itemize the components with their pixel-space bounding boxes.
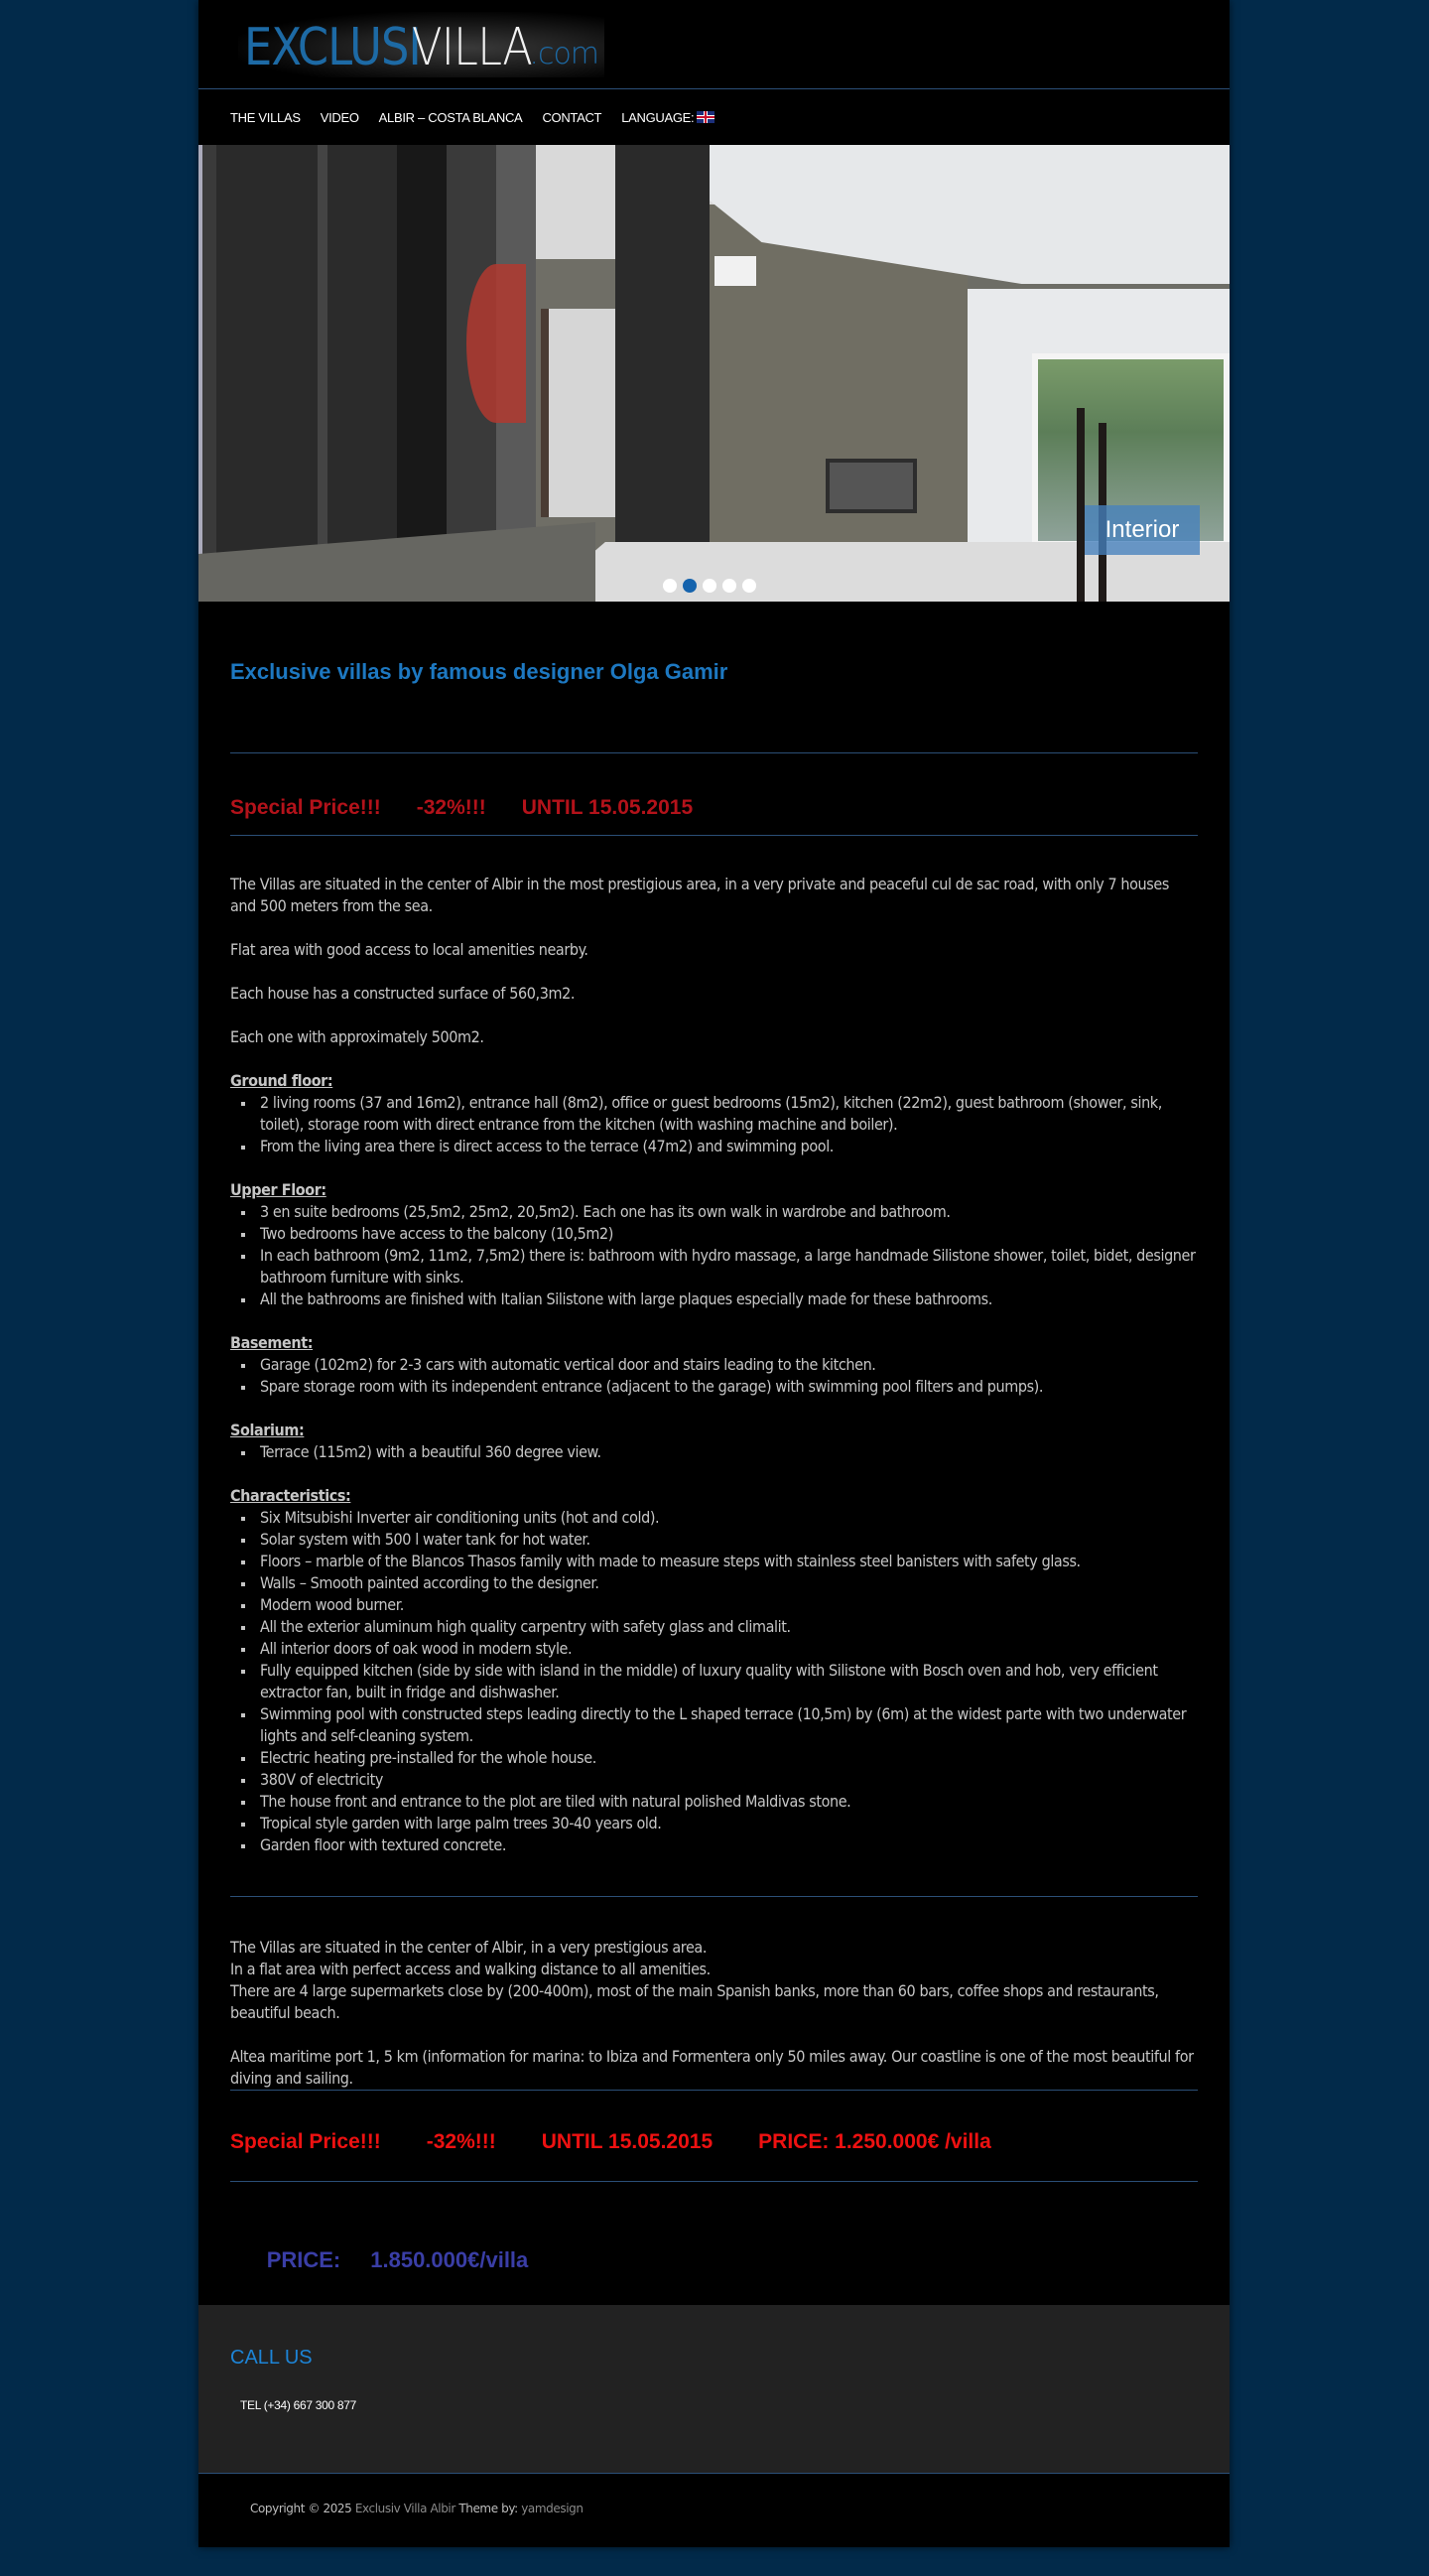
promo-discount: -32%!!! xyxy=(416,796,486,819)
slider-dot-3[interactable] xyxy=(703,579,716,593)
uk-flag-icon[interactable] xyxy=(697,111,714,123)
copyright-prefix: Copyright © 2025 xyxy=(250,2502,352,2515)
main-content xyxy=(198,659,1230,2272)
list-item: Garage (102m2) for 2-3 cars with automatic vertical door and stairs leading to the kitchen. xyxy=(260,1354,1198,1376)
promo-until-date: UNTIL 15.05.2015 xyxy=(541,2130,714,2153)
divider xyxy=(230,752,1198,753)
site-logo[interactable] xyxy=(238,12,604,77)
list-item: Solar system with 500 l water tank for hot water. xyxy=(260,1529,1198,1551)
section-title-solarium: Solarium: xyxy=(230,1421,305,1439)
slider-dot-2[interactable] xyxy=(683,579,697,593)
section-title-upper-floor: Upper Floor: xyxy=(230,1180,326,1199)
nav-albir-costa-blanca[interactable]: ALBIR – COSTA BLANCA xyxy=(378,109,523,125)
nav-language-label: LANGUAGE: xyxy=(621,109,695,125)
site-link[interactable]: Exclusiv Villa Albir xyxy=(354,2502,455,2515)
site-header xyxy=(198,0,1230,89)
widget-title: CALL US xyxy=(230,2347,313,2369)
slider-dot-4[interactable] xyxy=(722,579,736,593)
copyright xyxy=(250,2502,584,2515)
slider-pagination xyxy=(663,579,756,593)
list-item: In each bathroom (9m2, 11m2, 7,5m2) there is: bathroom with hydro massage, a large handmade Silistone shower, toilet, bidet, designer bathroom furniture with sinks. xyxy=(260,1245,1198,1288)
nav-the-villas[interactable]: THE VILLAS xyxy=(230,109,301,125)
price-label: PRICE: xyxy=(266,2247,341,2272)
promo-price: PRICE: 1.250.000€ /villa xyxy=(758,2130,991,2153)
divider xyxy=(230,2181,1198,2182)
location-line: In a flat area with perfect access and walking distance to all amenities. xyxy=(230,1960,711,1978)
list-item: Fully equipped kitchen (side by side with island in the middle) of luxury quality with Silistone with Bosch oven and hob, very efficient extractor fan, built in fridge and dishwasher. xyxy=(260,1660,1198,1703)
marina-info: Altea maritime port 1, 5 km (information for marina: to Ibiza and Formentera only 50 miles away. Our coastline is one of the most beautiful for diving and sailing. xyxy=(230,2047,1194,2088)
list-item: Floors – marble of the Blancos Thasos family with made to measure steps with stainless steel banisters with safety glass. xyxy=(260,1551,1198,1572)
list-item: Six Mitsubishi Inverter air conditioning units (hot and cold). xyxy=(260,1507,1198,1529)
promo-special-price: Special Price!!! xyxy=(230,796,381,819)
list-item: All the exterior aluminum high quality carpentry with safety glass and climalit. xyxy=(260,1616,1198,1638)
list-item: Two bedrooms have access to the balcony (10,5m2) xyxy=(260,1223,1198,1245)
list-item: Spare storage room with its independent entrance (adjacent to the garage) with swimming pool filters and pumps). xyxy=(260,1376,1198,1398)
list-item: Walls – Smooth painted according to the designer. xyxy=(260,1572,1198,1594)
intro-paragraph: Flat area with good access to local amenities nearby. xyxy=(230,940,588,959)
slide-image-doorway xyxy=(541,309,620,517)
promo-until-date: UNTIL 15.05.2015 xyxy=(521,796,694,819)
slide-image-column xyxy=(615,145,710,602)
list-item: All interior doors of oak wood in modern style. xyxy=(260,1638,1198,1660)
list-item: Tropical style garden with large palm trees 30-40 years old. xyxy=(260,1813,1198,1834)
slider-dot-5[interactable] xyxy=(742,579,756,593)
section-title-ground-floor: Ground floor: xyxy=(230,1071,333,1090)
location-line: The Villas are situated in the center of Albir, in a very prestigious area. xyxy=(230,1938,708,1957)
list-item: 3 en suite bedrooms (25,5m2, 25m2, 20,5m2). Each one has its own walk in wardrobe and bathroom. xyxy=(260,1201,1198,1223)
promo-special-price: Special Price!!! xyxy=(230,2130,381,2153)
footer-widget-call-us xyxy=(198,2305,1230,2474)
phone-number: TEL (+34) 667 300 877 xyxy=(240,2398,357,2412)
upper-floor-list xyxy=(260,1201,1198,1310)
list-item: Electric heating pre-installed for the whole house. xyxy=(260,1747,1198,1769)
list-item: Modern wood burner. xyxy=(260,1594,1198,1616)
slide-caption: Interior xyxy=(1085,505,1200,555)
location-description xyxy=(230,1937,1198,2090)
nav-contact[interactable]: CONTACT xyxy=(542,109,602,125)
divider xyxy=(230,1896,1198,1897)
list-item: Terrace (115m2) with a beautiful 360 degree view. xyxy=(260,1441,1198,1463)
basement-list xyxy=(260,1354,1198,1398)
page-headline: Exclusive villas by famous designer Olga Gamir xyxy=(230,659,728,684)
list-item: 2 living rooms (37 and 16m2), entrance hall (8m2), office or guest bedrooms (15m2), kitchen (22m2), guest bathroom (shower, sink, toilet), storage room with direct entrance from the kitchen (with washing machine and boiler). xyxy=(260,1092,1198,1136)
promo-banner-price xyxy=(230,2127,1198,2157)
intro-paragraph: Each house has a constructed surface of 560,3m2. xyxy=(230,984,576,1003)
list-item: Swimming pool with constructed steps leading directly to the L shaped terrace (10,5m) by (6m) at the widest parte with two underwater lights and self-cleaning system. xyxy=(260,1703,1198,1747)
list-item: Garden floor with textured concrete. xyxy=(260,1834,1198,1856)
list-item: The house front and entrance to the plot are tiled with natural polished Maldivas stone. xyxy=(260,1791,1198,1813)
divider xyxy=(230,2090,1198,2091)
nav-video[interactable]: VIDEO xyxy=(320,109,359,125)
ground-floor-list xyxy=(260,1092,1198,1157)
slide-image-red-art xyxy=(466,264,526,423)
section-title-basement: Basement: xyxy=(230,1333,314,1352)
theme-prefix: Theme by: xyxy=(458,2502,518,2515)
slide-image-air-conditioner xyxy=(714,256,756,286)
regular-price xyxy=(230,2222,1198,2272)
list-item: All the bathrooms are finished with Italian Silistone with large plaques especially made for these bathrooms. xyxy=(260,1288,1198,1310)
slider-dot-1[interactable] xyxy=(663,579,677,593)
intro-paragraph: The Villas are situated in the center of Albir in the most prestigious area, in a very private and peaceful cul de sac road, with only 7 houses and 500 meters from the sea. xyxy=(230,875,1169,915)
slide-image-fireplace xyxy=(826,459,917,513)
image-slider[interactable] xyxy=(198,145,1230,602)
characteristics-list xyxy=(260,1507,1198,1856)
list-item: From the living area there is direct access to the terrace (47m2) and swimming pool. xyxy=(260,1136,1198,1157)
divider xyxy=(230,835,1198,836)
theme-author-link[interactable]: yamdesign xyxy=(521,2502,584,2515)
description xyxy=(230,874,1198,1856)
slide-image-railing-post xyxy=(1077,408,1085,602)
logo-text-villa: VILLA xyxy=(411,18,532,77)
intro-paragraph: Each one with approximately 500m2. xyxy=(230,1027,484,1046)
solarium-list xyxy=(260,1441,1198,1463)
price-value: 1.850.000€/villa xyxy=(370,2247,529,2272)
nav-language[interactable] xyxy=(621,110,714,125)
logo-text-com: .com xyxy=(529,37,599,71)
promo-discount: -32%!!! xyxy=(426,2130,496,2153)
promo-banner xyxy=(230,793,1198,823)
main-nav xyxy=(198,89,1230,145)
list-item: 380V of electricity xyxy=(260,1769,1198,1791)
location-line: There are 4 large supermarkets close by (200-400m), most of the main Spanish banks, more than 60 bars, coffee shops and restaurants, beautiful beach. xyxy=(230,1981,1159,2022)
logo-text-exclusi: EXCLUSI xyxy=(244,18,421,77)
section-title-characteristics: Characteristics: xyxy=(230,1486,351,1505)
page-container xyxy=(198,0,1230,2547)
